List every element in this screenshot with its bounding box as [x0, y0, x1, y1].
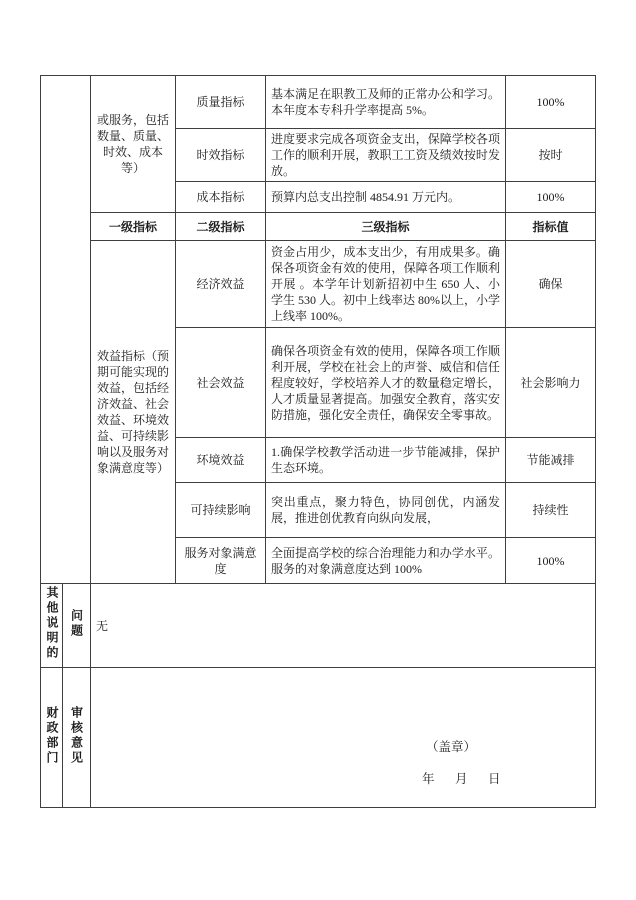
level2-cost-cell: 成本指标: [176, 182, 266, 213]
other-notes-outer-label-cell: [41, 584, 63, 668]
level1-benefit-cell: 效益指标（预期可能实现的效益，包括经济效益、社会效益、环境效益、可持续影响以及服务对象满意度等）: [91, 241, 176, 584]
value-satisfaction-cell: 100%: [506, 538, 596, 584]
level2-economic-cell: 经济效益: [176, 241, 266, 328]
other-notes-outer-label: 其他说明的: [45, 586, 59, 661]
other-notes-inner-label-cell: [63, 584, 91, 668]
other-notes-inner-label: 问题: [69, 608, 84, 639]
finance-opinion-content: [96, 671, 590, 805]
level2-satisfaction-cell: 服务对象满意度: [176, 538, 266, 584]
value-sustainability-cell: 持续性: [506, 483, 596, 538]
value-cost-cell: 100%: [506, 182, 596, 213]
level2-environment-cell: 环境效益: [176, 438, 266, 483]
header-level3: 三级指标: [266, 213, 506, 241]
date-line: 年 月 日: [422, 771, 505, 786]
level3-environment-cell: 1.确保学校教学活动进一步节能减排，保护生态环境。: [266, 438, 506, 483]
seal-placeholder: （盖章）: [426, 739, 477, 754]
level3-timeliness-cell: 进度要求完成各项资金支出，保障学校各项工作的顺利开展，教职工工资及绩效按时发放。: [266, 129, 506, 182]
level3-satisfaction-cell: 全面提高学校的综合治理能力和办学水平。服务的对象满意度达到 100%: [266, 538, 506, 584]
header-value: 指标值: [506, 213, 596, 241]
value-quality-cell: 100%: [506, 76, 596, 129]
table-row: [41, 668, 596, 808]
left-spacer-cell: [41, 76, 91, 584]
level3-cost-cell: 预算内总支出控制 4854.91 万元内。: [266, 182, 506, 213]
finance-dept-label-cell: [41, 668, 63, 808]
level1-continuation-cell: 或服务，包括数量、质量、时效、成本等）: [91, 76, 176, 213]
finance-opinion-content-cell: [91, 668, 596, 808]
review-opinion-label-cell: [63, 668, 91, 808]
table-row: [41, 76, 596, 129]
table-header-row: [41, 213, 596, 241]
performance-indicator-table: [40, 75, 596, 808]
level3-quality-cell: 基本满足在职教工及师的正常办公和学习。本年度本专科升学率提高 5%。: [266, 76, 506, 129]
table-row: [41, 584, 596, 668]
value-timeliness-cell: 按时: [506, 129, 596, 182]
level2-social-cell: 社会效益: [176, 328, 266, 438]
level3-social-cell: 确保各项资金有效的使用，保障各项工作顺利开展，学校在社会上的声誉、威信和信任程度较好，学校培养人才的数量稳定增长，人才质量显著提高。加强安全教育，落实安防措施，强化安全责任，确保安全零事故。: [266, 328, 506, 438]
level2-timeliness-cell: 时效指标: [176, 129, 266, 182]
header-level1: 一级指标: [91, 213, 176, 241]
header-level2: 二级指标: [176, 213, 266, 241]
table-row: [41, 241, 596, 328]
level2-quality-cell: 质量指标: [176, 76, 266, 129]
finance-dept-label: 财政部门: [45, 705, 59, 766]
level3-economic-cell: 资金占用少，成本支出少，有用成果多。确保各项资金有效的使用，保障各项工作顺利开展 。本学年计划新招初中生 650 人、小学生 530 人。初中上线率达 80%以上，小学上线率 100%。: [266, 241, 506, 328]
value-social-cell: 社会影响力: [506, 328, 596, 438]
other-notes-content-cell: 无: [91, 584, 596, 668]
level3-sustainability-cell: 突出重点，聚力特色，协同创优，内涵发展，推进创优教育向纵向发展，: [266, 483, 506, 538]
value-economic-cell: 确保: [506, 241, 596, 328]
review-opinion-label: 审核意见: [69, 705, 84, 766]
value-environment-cell: 节能减排: [506, 438, 596, 483]
level2-sustainability-cell: 可持续影响: [176, 483, 266, 538]
